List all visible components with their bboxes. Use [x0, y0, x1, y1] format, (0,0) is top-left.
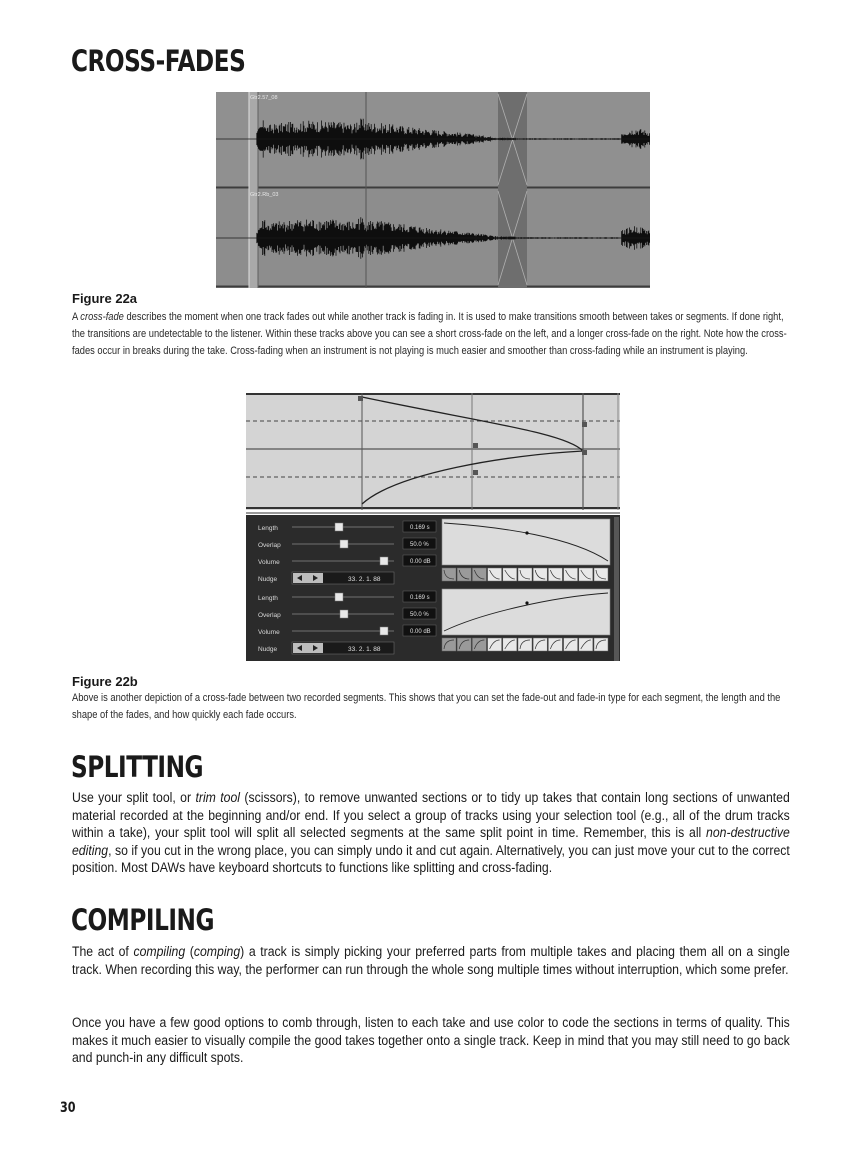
curve-preview: [442, 519, 610, 565]
control-label-volume: Volume: [258, 629, 280, 636]
slider-knob: [340, 610, 348, 618]
nudge-value: 33. 2. 1. 88: [348, 576, 381, 583]
control-label-overlap: Overlap: [258, 612, 281, 619]
value-readout: 0.169 s: [410, 595, 430, 601]
long-crossfade-region: [498, 92, 527, 288]
slider-knob: [380, 557, 388, 565]
control-label-nudge: Nudge: [258, 576, 278, 583]
value-readout: 0.169 s: [410, 525, 430, 531]
short-crossfade-region: [249, 92, 258, 288]
section-heading-compiling: COMPILING: [71, 903, 215, 937]
value-readout: 50.0 %: [410, 612, 429, 618]
slider-knob: [380, 627, 388, 635]
section-heading-crossfades: CROSS-FADES: [71, 44, 246, 78]
section-heading-splitting: SPLITTING: [71, 750, 204, 784]
fade-graph-area: [246, 393, 620, 510]
figure-22b-label: Figure 22b: [72, 674, 138, 689]
slider-knob: [335, 523, 343, 531]
control-label-length: Length: [258, 525, 278, 532]
page-number: 30: [60, 1100, 76, 1116]
nudge-value: 33. 2. 1. 88: [348, 646, 381, 653]
track-1-label: Gtr2.57_08: [250, 95, 278, 101]
track-2-label: Gtr2.Rb_03: [250, 192, 279, 198]
figure-22b-caption: Above is another depiction of a cross-fade between two recorded segments. This shows that you can set the fade-out and fade-in type for each segment, the length and the shape of the fades, and how quickly each fade occurs.: [72, 692, 781, 722]
figure-22a-waveform-image: [216, 92, 650, 288]
control-label-overlap: Overlap: [258, 542, 281, 549]
curve-preview: [442, 589, 610, 635]
figure-22a-label: Figure 22a: [72, 291, 138, 306]
compiling-paragraph-2: Once you have a few good options to comb through, listen to each take and use color to code the sections in terms of quality. This makes it much easier to visually compile the good takes together onto a single track. Keep in mind that you may still need to go back and punch-in any difficult spots.: [72, 1014, 790, 1066]
compiling-paragraph-1: The act of compiling (comping) a track is simply picking your preferred parts from multiple takes and placing them all on a single track. When recording this way, the performer can run through the whole song multiple times without interruption, which some prefer.: [72, 943, 790, 977]
value-readout: 0.00 dB: [410, 559, 431, 565]
figure-22a-caption: A cross-fade describes the moment when one track fades out while another track is fading in. It is used to make transitions smooth between takes or segments. If done right, the transitions are undetectable to the listener. Within these tracks above you can see a short cross-fade on the left, and a longer cross-fade on the right. Note how the cross-fades occur in breaks during the take. Cross-fading when an instrument is not playing is much easier and smoother than cross-fading while an instrument is playing.: [72, 311, 787, 358]
control-label-nudge: Nudge: [258, 646, 278, 653]
control-label-length: Length: [258, 595, 278, 602]
value-readout: 50.0 %: [410, 542, 429, 548]
figure-22b-crossfade-editor-image: [246, 393, 620, 663]
splitting-paragraph: Use your split tool, or trim tool (scissors), to remove unwanted sections or to tidy up takes that contain long sections of unwanted material recorded at the beginning and/or end. If you select a group of tracks using your selection tool (e.g., all of the drum tracks within a take), your split tool will split all selected segments at the same split point in time. Remember, this is all non-destructive editing, so if you cut in the wrong place, you can simply undo it and cut again. Alternatively, you can just move your cut to the correct position. Most DAWs have keyboard shortcuts to functions like splitting and cross-fading.: [72, 789, 790, 876]
control-label-volume: Volume: [258, 559, 280, 566]
slider-knob: [340, 540, 348, 548]
value-readout: 0.00 dB: [410, 629, 431, 635]
slider-knob: [335, 593, 343, 601]
